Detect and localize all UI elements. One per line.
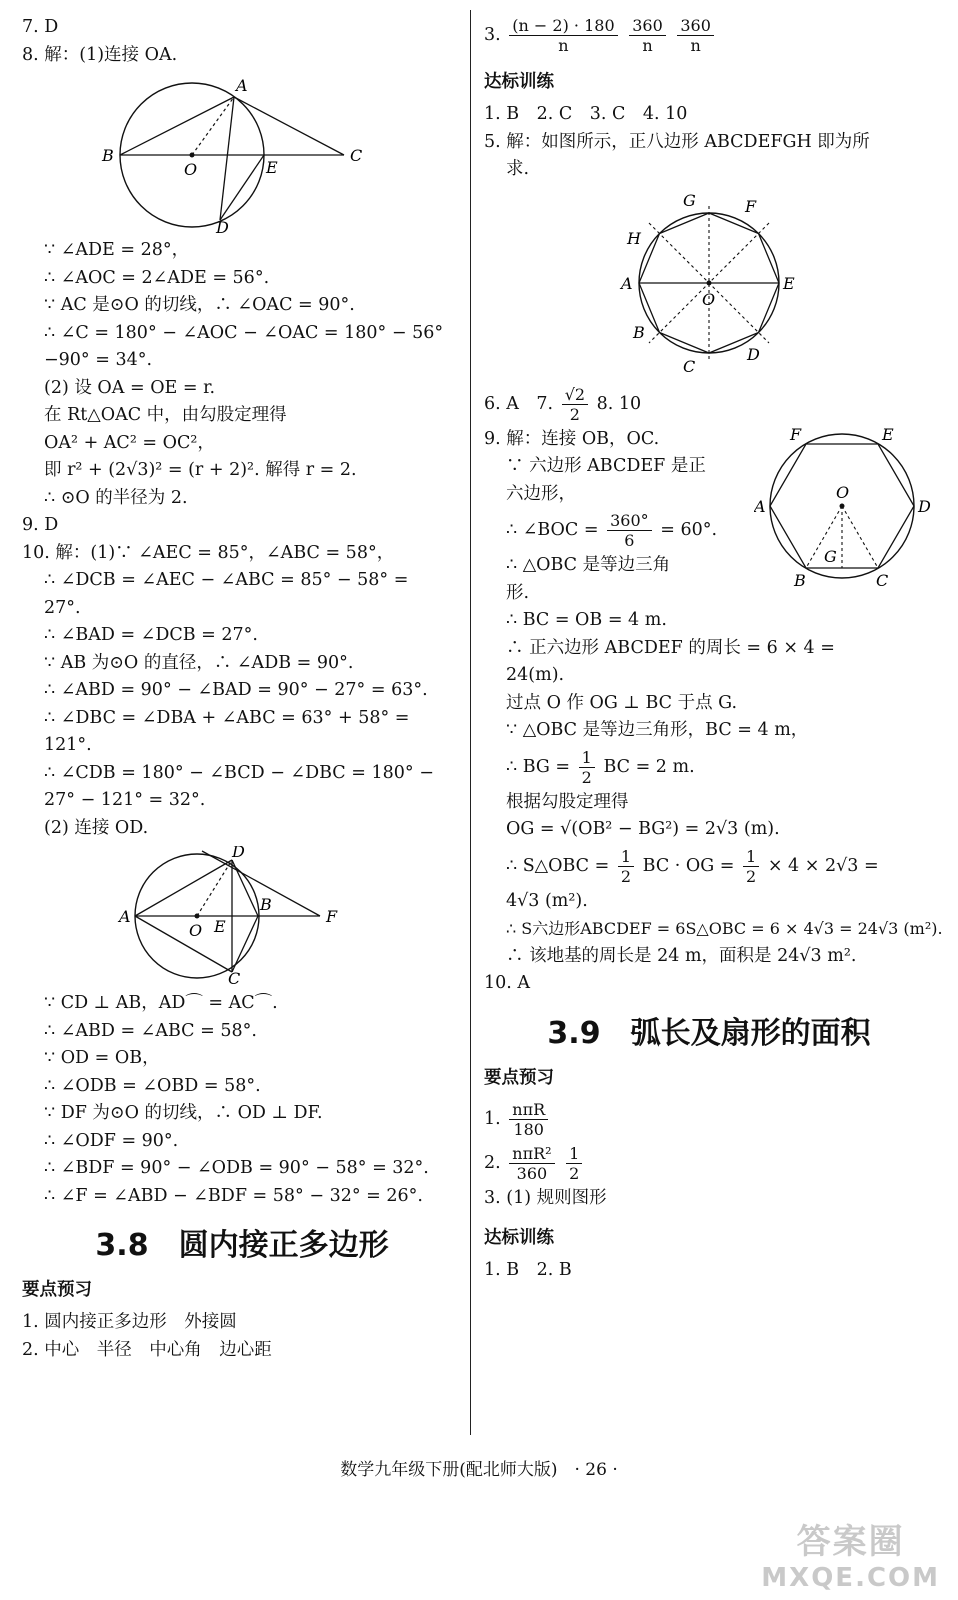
- q3-fraction-2-num: 360: [629, 16, 666, 36]
- q7-fraction-den: 2: [569, 404, 580, 424]
- figure-q8-segment-ba: [120, 97, 234, 155]
- answer-line: 在 Rt△OAC 中，由勾股定理得: [44, 405, 287, 425]
- bg-suffix: BC = 2 m.: [603, 756, 695, 777]
- answer-line: ∵ DF 为⊙O 的切线，∴ OD ⊥ DF.: [44, 1103, 323, 1123]
- boc-suffix: = 60°.: [660, 520, 718, 540]
- answer-line: ∵ OD = OB，: [44, 1048, 160, 1068]
- q8-text: 8. 10: [596, 393, 642, 414]
- figure-hexagon-label-g: G: [824, 546, 837, 566]
- area-fraction-1-num: 1: [618, 847, 634, 867]
- answer-line: 1. B 2. C 3. C 4. 10: [484, 104, 688, 124]
- figure-octagon-label-o: O: [702, 289, 716, 309]
- figure-hexagon-center-dot: [840, 503, 845, 508]
- figure-octagon-label-a: A: [621, 273, 633, 293]
- figure-q8-label-b: B: [102, 146, 114, 165]
- answer-line: 5. 解：如图所示，正八边形 ABCDEFGH 即为所: [484, 131, 870, 152]
- left-column: [22, 14, 462, 1364]
- q7-fraction-num: √2: [562, 385, 588, 405]
- figure-q8-label-c: C: [350, 146, 363, 165]
- subhead-key-points: 要点预习: [484, 1067, 554, 1088]
- figure-octagon-label-g: G: [683, 190, 696, 210]
- answer-line: 24(m).: [506, 665, 565, 685]
- right-column: [484, 14, 943, 1285]
- figure-q10-label-a: A: [119, 907, 131, 926]
- figure-q10-segment-db: [232, 860, 258, 916]
- answer-line: 9. 解：连接 OB，OC.: [484, 428, 660, 449]
- answer-line: ∴ ∠AOC = 2∠ADE = 56°.: [44, 267, 270, 288]
- bg-fraction-num: 1: [579, 748, 595, 768]
- figure-octagon-label-d: D: [747, 344, 760, 364]
- figure-octagon-label-c: C: [683, 356, 696, 376]
- figure-q10-label-e: E: [214, 917, 226, 936]
- q3-fraction-3: [677, 16, 714, 55]
- figure-hexagon-label-f: F: [790, 425, 802, 444]
- answer-line-bg: [484, 745, 934, 789]
- q6-q7-text: 6. A 7.: [484, 393, 554, 414]
- q3-fraction-2-den: n: [642, 36, 653, 55]
- figure-q10-segment-ad: [135, 860, 232, 916]
- k2-prefix: 2.: [484, 1152, 501, 1173]
- page-footer: 数学九年级下册(配北师大版) · 26 ·: [340, 1460, 618, 1480]
- k2-fraction-2-den: 2: [569, 1163, 580, 1183]
- answer-line-k2: [484, 1141, 934, 1185]
- answer-line: ∵ AB 为⊙O 的直径，∴ ∠ADB = 90°.: [44, 652, 354, 673]
- section-title-3-9: 3.9 弧长及扇形的面积: [547, 1015, 871, 1051]
- k2-fraction-1-num: nπR²: [509, 1144, 554, 1164]
- subhead-practice: 达标训练: [484, 1228, 554, 1248]
- answer-line-area: [484, 844, 934, 888]
- boc-prefix: ∴ ∠BOC =: [506, 520, 599, 540]
- k2-fraction-1: [509, 1144, 554, 1183]
- boc-fraction-num: 360°: [607, 511, 652, 531]
- answer-line: ∴ ∠BAD = ∠DCB = 27°.: [44, 625, 258, 645]
- figure-q10-center-dot: [195, 914, 200, 919]
- figure-hexagon-label-c: C: [876, 570, 889, 590]
- area-fraction-2-den: 2: [746, 866, 757, 886]
- answer-line: OG = √(OB² − BG²) = 2√3 (m).: [506, 819, 780, 839]
- figure-q10-label-d: D: [232, 846, 245, 861]
- figure-q8-label-e: E: [266, 158, 278, 177]
- boc-fraction: [607, 511, 652, 550]
- answer-line: ∴ ∠BDF = 90° − ∠ODB = 90° − 58° = 32°.: [44, 1158, 429, 1178]
- subhead-key-points: 要点预习: [22, 1280, 92, 1300]
- figure-q8-segment-oa: [192, 97, 234, 155]
- figure-octagon: [599, 188, 819, 378]
- answer-line: ∴ ∠F = ∠ABD − ∠BDF = 58° − 32° = 26°.: [44, 1185, 423, 1206]
- answer-line: 7. D: [22, 17, 59, 37]
- answer-line: ∴ BC = OB = 4 m.: [506, 610, 667, 630]
- k1-fraction-den: 180: [513, 1119, 544, 1139]
- answer-line: −90° = 34°.: [44, 350, 153, 370]
- subhead-practice: 达标训练: [484, 72, 554, 92]
- answer-line: ∴ 正六边形 ABCDEF 的周长 = 6 × 4 =: [506, 637, 835, 658]
- figure-q10-label-o: O: [189, 921, 203, 940]
- figure-q10-segment-bc: [232, 916, 258, 972]
- answer-line: 3. (1) 规则图形: [484, 1187, 607, 1208]
- k2-fraction-2: [566, 1144, 582, 1183]
- figure-q10-label-c: C: [228, 969, 241, 986]
- answer-line: (2) 设 OA = OE = r.: [44, 377, 216, 398]
- figure-q8-segment-ac: [234, 97, 344, 155]
- answer-line: 即 r² + (2√3)² = (r + 2)². 解得 r = 2.: [44, 460, 357, 480]
- q7-fraction: [562, 385, 588, 424]
- answer-line: OA² + AC² = OC²，: [44, 432, 215, 453]
- area-fraction-2: [743, 847, 759, 886]
- answer-line: ∴ S六边形ABCDEF = 6S△OBC = 6 × 4√3 = 24√3 (m²).: [506, 919, 943, 938]
- answer-line: ∴ ∠CDB = 180° − ∠BCD − ∠DBC = 180° −: [44, 762, 434, 783]
- answer-line: ∴ ∠DCB = ∠AEC − ∠ABC = 85° − 58° =: [44, 570, 409, 590]
- figure-q8-label-d: D: [216, 218, 229, 233]
- answer-line: 2. 中心 半径 中心角 边心距: [22, 1339, 272, 1360]
- column-divider: [470, 10, 471, 1435]
- figure-q10: [92, 846, 392, 986]
- area-suffix: × 4 × 2√3 =: [767, 855, 879, 876]
- figure-octagon-center-dot: [707, 280, 712, 285]
- answer-line: ∴ ∠C = 180° − ∠AOC − ∠OAC = 180° − 56°: [44, 322, 444, 343]
- answer-line: ∴ △OBC 是等边三角: [506, 555, 671, 575]
- figure-q8-label-a: A: [236, 76, 248, 95]
- answer-line-q3: [484, 14, 934, 56]
- watermark-logo: [761, 1524, 940, 1596]
- answer-line: 过点 O 作 OG ⊥ BC 于点 G.: [506, 692, 738, 713]
- q3-fraction-2: [629, 16, 666, 55]
- answer-line: 27° − 121° = 32°.: [44, 790, 206, 810]
- figure-octagon-label-e: E: [783, 273, 795, 293]
- answer-line: ∴ ⊙O 的半径为 2.: [44, 487, 188, 508]
- area-mid: BC · OG =: [642, 855, 735, 876]
- answer-line-k1: [484, 1097, 934, 1141]
- figure-q8-label-o: O: [184, 160, 198, 179]
- watermark-line-1: 答案圈: [796, 1522, 905, 1562]
- q3-fraction-1: [509, 16, 617, 55]
- answer-line: ∴ 该地基的周长是 24 m，面积是 24√3 m².: [506, 945, 857, 966]
- answer-line: ∵ AC 是⊙O 的切线，∴ ∠OAC = 90°.: [44, 295, 355, 315]
- bg-prefix: ∴ BG =: [506, 756, 571, 777]
- figure-hexagon-label-d: D: [918, 496, 931, 516]
- figure-octagon-label-f: F: [745, 196, 757, 216]
- figure-octagon-label-b: B: [633, 322, 645, 342]
- figure-q10-label-b: B: [260, 895, 272, 914]
- area-fraction-1-den: 2: [620, 866, 632, 886]
- figure-hexagon: [754, 426, 934, 596]
- figure-hexagon-segment-oc: [842, 506, 878, 568]
- answer-line: ∴ ∠ODB = ∠OBD = 58°.: [44, 1075, 261, 1096]
- answer-line: 1. 圆内接正多边形 外接圆: [22, 1312, 237, 1332]
- answer-line: 10. 解：(1)∵ ∠AEC = 85°，∠ABC = 58°，: [22, 542, 395, 563]
- answer-line: ∴ ∠ODF = 90°.: [44, 1130, 179, 1151]
- answer-line: (2) 连接 OD.: [44, 817, 149, 838]
- k1-fraction-num: nπR: [509, 1100, 548, 1120]
- figure-hexagon-label-e: E: [882, 425, 894, 444]
- answer-line: ∵ 六边形 ABCDEF 是正: [506, 456, 706, 476]
- answer-line: 8. 解：(1)连接 OA.: [22, 44, 178, 65]
- q3-fraction-1-num: (n − 2) · 180: [509, 16, 617, 36]
- k1-prefix: 1.: [484, 1108, 501, 1129]
- boc-fraction-den: 6: [624, 531, 635, 550]
- answer-line: 形.: [506, 582, 530, 603]
- q3-prefix: 3.: [484, 25, 501, 45]
- figure-q10-segment-od: [197, 860, 232, 916]
- answer-line: 27°.: [44, 597, 81, 618]
- figure-hexagon-label-a: A: [754, 496, 766, 516]
- answer-line: 根据勾股定理得: [506, 791, 629, 812]
- figure-q8: [92, 73, 392, 233]
- k1-fraction: [509, 1100, 548, 1139]
- figure-q10-label-f: F: [326, 907, 338, 926]
- q3-fraction-1-den: n: [558, 36, 569, 55]
- k2-fraction-1-den: 360: [516, 1163, 548, 1183]
- figure-q8-center-dot: [190, 153, 195, 158]
- bg-fraction: [579, 748, 595, 787]
- answer-line: ∴ ∠DBC = ∠DBA + ∠ABC = 63° + 58° =: [44, 707, 410, 728]
- bg-fraction-den: 2: [581, 767, 592, 787]
- figure-octagon-label-h: H: [627, 228, 641, 248]
- area-fraction-1: [618, 847, 634, 886]
- watermark-line-2: MXQE.COM: [761, 1563, 940, 1593]
- figure-hexagon-label-b: B: [794, 570, 806, 590]
- section-title-3-8: 3.8 圆内接正多边形: [95, 1228, 389, 1263]
- q3-fraction-3-num: 360: [677, 16, 714, 36]
- answer-line: 9. D: [22, 515, 59, 535]
- answer-line: ∴ ∠ABD = ∠ABC = 58°.: [44, 1020, 257, 1041]
- area-prefix: ∴ S△OBC =: [506, 855, 610, 876]
- answer-line: 求.: [506, 159, 530, 179]
- q3-fraction-3-den: n: [690, 36, 701, 55]
- answer-line: 10. A: [484, 973, 531, 993]
- answer-line-q6-q8: [484, 382, 934, 426]
- answer-line: 4√3 (m²).: [506, 890, 588, 911]
- area-fraction-2-num: 1: [743, 847, 759, 867]
- answer-line: 六边形，: [506, 483, 576, 504]
- answer-line: ∵ CD ⊥ AB，AD⌒ = AC⌒.: [44, 993, 278, 1013]
- k2-fraction-2-num: 1: [566, 1144, 582, 1164]
- answer-line: ∴ ∠ABD = 90° − ∠BAD = 90° − 27° = 63°.: [44, 680, 428, 700]
- answer-line: 1. B 2. B: [484, 1260, 572, 1280]
- answer-line: 121°.: [44, 735, 92, 755]
- answer-line: ∵ △OBC 是等边三角形，BC = 4 m，: [506, 720, 809, 740]
- figure-hexagon-label-o: O: [836, 482, 850, 502]
- answer-line: ∵ ∠ADE = 28°，: [44, 240, 190, 260]
